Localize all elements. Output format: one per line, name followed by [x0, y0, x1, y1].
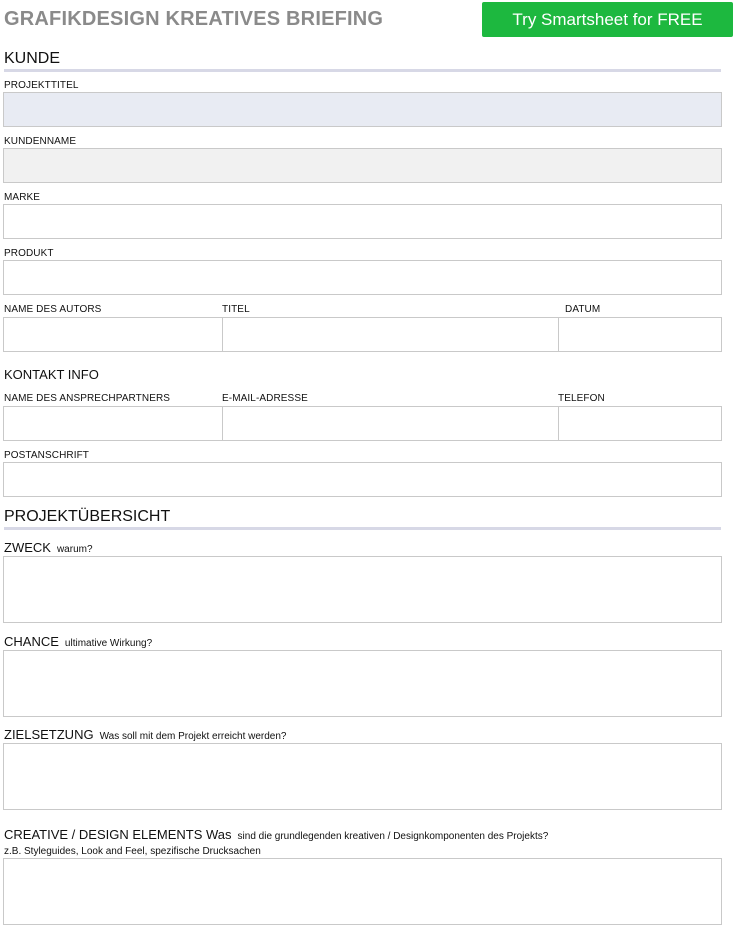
ansprechpartner-field[interactable] [3, 406, 223, 441]
projekttitel-field[interactable] [3, 92, 722, 127]
chance-label: CHANCE [4, 634, 59, 649]
marke-label: MARKE [4, 192, 41, 203]
section-divider [4, 527, 721, 530]
zweck-heading [4, 540, 93, 555]
zweck-label: ZWECK [4, 540, 51, 555]
chance-textarea[interactable] [3, 650, 722, 717]
telefon-field[interactable] [558, 406, 722, 441]
autor-field[interactable] [3, 317, 223, 352]
produkt-field[interactable] [3, 260, 722, 295]
chance-heading [4, 634, 152, 649]
creative-textarea[interactable] [3, 858, 722, 925]
ziel-textarea[interactable] [3, 743, 722, 810]
creative-heading [4, 827, 548, 842]
zweck-hint: warum? [56, 544, 93, 555]
section-heading-kunde: KUNDE [4, 50, 61, 67]
creative-hint: sind die grundlegenden kreativen / Designkomponenten des Projekts? [237, 831, 549, 842]
chance-hint: ultimative Wirkung? [64, 638, 153, 649]
kundenname-label: KUNDENNAME [4, 136, 77, 147]
try-smartsheet-button[interactable]: Try Smartsheet for FREE [482, 2, 733, 37]
section-divider [4, 69, 721, 72]
email-field[interactable] [222, 406, 559, 441]
postanschrift-field[interactable] [3, 462, 722, 497]
produkt-label: PRODUKT [4, 248, 54, 259]
ziel-label: ZIELSETZUNG [4, 727, 94, 742]
kundenname-field[interactable] [3, 148, 722, 183]
section-heading-uebersicht: PROJEKTÜBERSICHT [4, 508, 171, 525]
autor-label: NAME DES AUTORS [4, 304, 102, 315]
datum-field[interactable] [558, 317, 722, 352]
ziel-heading [4, 727, 287, 742]
section-heading-kontakt: KONTAKT INFO [4, 367, 99, 382]
ziel-hint: Was soll mit dem Projekt erreicht werden? [99, 731, 287, 742]
creative-note: z.B. Styleguides, Look and Feel, spezifische Drucksachen [4, 846, 261, 857]
ansprechpartner-label: NAME DES ANSPRECHPARTNERS [4, 393, 171, 404]
postanschrift-label: POSTANSCHRIFT [4, 450, 90, 461]
zweck-textarea[interactable] [3, 556, 722, 623]
telefon-label: TELEFON [558, 393, 605, 404]
marke-field[interactable] [3, 204, 722, 239]
titel-label: TITEL [222, 304, 250, 315]
creative-label: CREATIVE / DESIGN ELEMENTS Was [4, 827, 232, 842]
page-title: GRAFIKDESIGN KREATIVES BRIEFING [4, 8, 384, 30]
datum-label: DATUM [565, 304, 601, 315]
email-label: E-MAIL-ADRESSE [222, 393, 308, 404]
titel-field[interactable] [222, 317, 559, 352]
projekttitel-label: PROJEKTTITEL [4, 80, 79, 91]
